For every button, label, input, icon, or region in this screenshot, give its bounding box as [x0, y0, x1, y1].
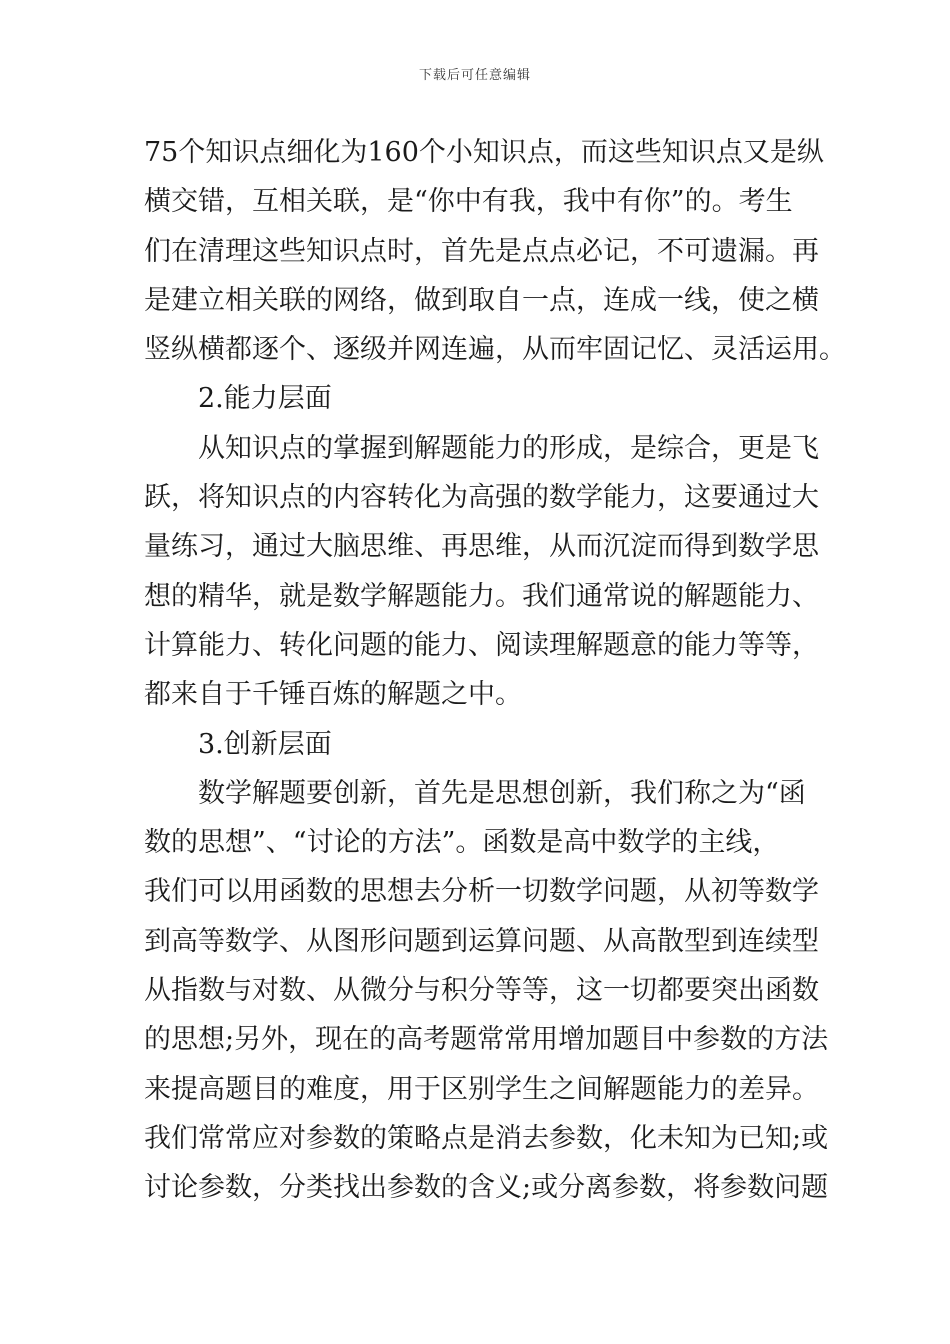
page-header: 下载后可任意编辑: [418, 68, 531, 83]
text-line: 量练习，通过大脑思维、再思维，从而沉淀而得到数学思: [144, 531, 819, 563]
text-line: 竖纵横都逐个、逐级并网连遍，从而牢固记忆、灵活运用。: [144, 334, 846, 366]
text-line: 到高等数学、从图形问题到运算问题、从高散型到连续型: [144, 925, 819, 957]
text-line: 都来自于千锤百炼的解题之中。: [144, 679, 522, 711]
text-line: 们在清理这些知识点时，首先是点点必记，不可遗漏。再: [144, 235, 819, 267]
text-line: 我们常常应对参数的策略点是消去参数，化未知为已知;或: [144, 1122, 829, 1154]
text-line: 从指数与对数、从微分与积分等等，这一切都要突出函数: [144, 975, 819, 1007]
text-line: 跃，将知识点的内容转化为高强的数学能力，这要通过大: [144, 482, 819, 514]
text-line: 来提高题目的难度，用于区别学生之间解题能力的差异。: [144, 1073, 819, 1105]
section-heading: 2.能力层面: [198, 383, 332, 415]
text-line: 我们可以用函数的思想去分析一切数学问题，从初等数学: [144, 876, 819, 908]
text-line: 的思想;另外，现在的高考题常常用增加题目中参数的方法: [144, 1024, 829, 1056]
text-line: 是建立相关联的网络，做到取自一点，连成一线，使之横: [144, 284, 819, 316]
text-line: 横交错，互相关联，是“你中有我，我中有你”的。考生: [144, 186, 793, 218]
text-line: 数学解题要创新，首先是思想创新，我们称之为“函: [198, 777, 806, 809]
text-line: 计算能力、转化问题的能力、阅读理解题意的能力等等，: [144, 629, 819, 661]
text-line: 75个知识点细化为160个小知识点，而这些知识点又是纵: [144, 137, 824, 168]
text-line: 想的精华，就是数学解题能力。我们通常说的解题能力、: [144, 580, 819, 612]
text-line: 从知识点的掌握到解题能力的形成，是综合，更是飞: [198, 432, 819, 464]
text-line: 数的思想”、“讨论的方法”。函数是高中数学的主线，: [144, 827, 780, 859]
section-heading: 3.创新层面: [198, 728, 332, 760]
document-body: [144, 128, 846, 1213]
text-line: 讨论参数，分类找出参数的含义;或分离参数，将参数问题: [144, 1172, 829, 1204]
